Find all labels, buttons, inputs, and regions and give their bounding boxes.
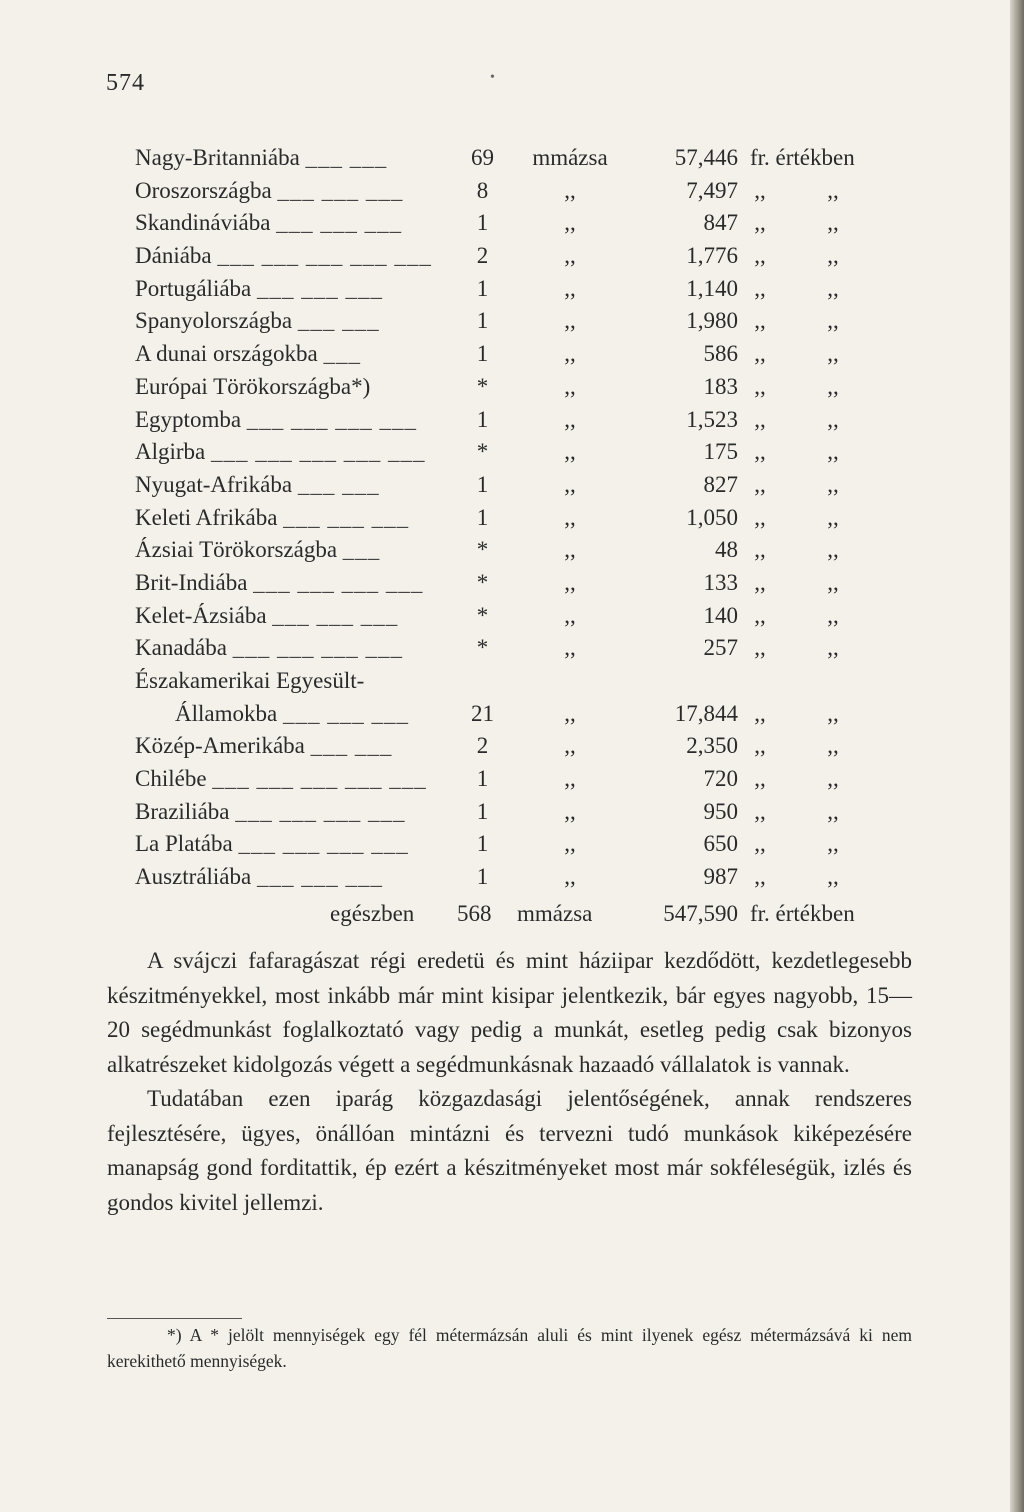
table-row	[135, 567, 895, 600]
ditto-mark: ,,	[827, 341, 839, 367]
unit-cell: ,,	[564, 504, 576, 530]
ditto-mark: ,,	[827, 700, 839, 726]
destination-cell	[135, 861, 383, 893]
quantity-cell: *	[476, 373, 489, 399]
destination-name: Északamerikai Egyesült-	[135, 668, 365, 693]
table-row	[135, 305, 895, 338]
unit-cell: ,,	[564, 700, 576, 726]
unit-cell: ,,	[564, 275, 576, 301]
ditto-mark: ,,	[827, 766, 839, 792]
quantity-cell: 21	[471, 700, 494, 726]
table-row	[135, 502, 895, 535]
unit-cell: ,,	[564, 406, 576, 432]
value-cell: 827	[703, 471, 738, 497]
ditto-mark: ,,	[827, 373, 839, 399]
quantity-cell: 1	[476, 766, 489, 792]
quantity-cell: 69	[471, 145, 494, 170]
value-cell: 1,140	[686, 275, 738, 301]
destination-name: Skandináviába	[135, 210, 271, 236]
destination-name: Egyptomba	[135, 406, 242, 432]
value-cell: 48	[715, 537, 738, 563]
quantity-cell: 1	[476, 864, 489, 890]
ditto-mark: ,,	[827, 831, 839, 857]
dot-leader: ___ ___ ___	[256, 864, 383, 890]
ditto-mark: ,,	[754, 275, 766, 301]
table-row	[135, 207, 895, 240]
table-row	[135, 861, 895, 894]
body-text	[107, 944, 912, 1220]
value-cell: 987	[703, 864, 738, 890]
destination-name: Kelet-Ázsiába	[135, 602, 267, 628]
total-value-unit: fr. értékben	[750, 900, 855, 926]
footnote-rule	[107, 1318, 242, 1319]
unit-cell: ,,	[564, 177, 576, 203]
destination-name: Oroszországba	[135, 177, 272, 203]
value-cell: 2,350	[686, 733, 738, 759]
destination-cell	[135, 175, 403, 207]
destination-cell	[135, 502, 409, 534]
dot-leader: ___ ___ ___	[283, 504, 410, 530]
table-row	[135, 175, 895, 208]
dot-leader: ___ ___ ___ ___	[232, 635, 403, 661]
destination-cell	[135, 534, 380, 566]
table-row	[135, 828, 895, 861]
value-cell: 1,776	[686, 243, 738, 269]
value-cell: 183	[703, 373, 738, 399]
ditto-mark: ,,	[754, 766, 766, 792]
destination-cell	[135, 600, 398, 632]
ditto-mark: ,,	[827, 243, 839, 269]
unit-cell: ,,	[564, 602, 576, 628]
dot-leader: ___ ___ ___	[257, 275, 383, 301]
ditto-mark: ,,	[754, 341, 766, 367]
unit-cell: ,,	[564, 210, 576, 236]
unit-cell: ,,	[564, 308, 576, 334]
ditto-mark: ,,	[754, 439, 766, 465]
quantity-cell: 2	[476, 733, 489, 759]
quantity-cell: 1	[476, 504, 489, 530]
export-table	[135, 142, 895, 932]
dot-leader: ___ ___ ___	[282, 700, 409, 726]
destination-cell	[135, 796, 406, 828]
paragraph: Tudatában ezen iparág közgazdasági jelentőségének, annak rendszeres fejlesztésére, ügyes, önállóan mintázni és tervezni tudó munkások kiképezésére manapság gond forditattik, ép ezért a készitményeket most már sokféleségük, izlés és gondos kivitel jellemzi.	[107, 1086, 912, 1215]
ditto-mark: ,,	[754, 798, 766, 824]
total-unit: mmázsa	[517, 900, 593, 926]
destination-cell	[135, 763, 427, 795]
ditto-mark: ,,	[754, 569, 766, 595]
table-row	[135, 698, 895, 731]
value-cell: 650	[703, 831, 738, 857]
ditto-mark: ,,	[827, 798, 839, 824]
dot-leader: ___ ___ ___ ___ ___	[217, 243, 432, 269]
quantity-cell: 1	[476, 308, 489, 334]
value-cell: 1,050	[686, 504, 738, 530]
quantity-cell: 1	[476, 831, 489, 857]
destination-cell	[135, 828, 409, 860]
destination-name: A dunai országokba	[135, 341, 318, 367]
ditto-mark: ,,	[827, 406, 839, 432]
destination-cell	[135, 404, 417, 436]
ditto-mark: ,,	[754, 177, 766, 203]
ditto-mark: ,,	[827, 537, 839, 563]
dot-leader: ___ ___ ___	[277, 177, 404, 203]
ditto-mark: ,,	[827, 602, 839, 628]
destination-cell	[135, 730, 392, 762]
dot-leader: ___ ___ ___	[272, 602, 399, 628]
dot-leader: ___ ___ ___ ___	[253, 569, 424, 595]
unit-cell: ,,	[564, 341, 576, 367]
quantity-cell: *	[476, 602, 489, 628]
ditto-mark: ,,	[827, 275, 839, 301]
unit-cell: ,,	[564, 537, 576, 563]
destination-cell	[135, 142, 387, 174]
table-row	[135, 632, 895, 665]
table-row	[135, 469, 895, 502]
total-value: 547,590	[663, 900, 738, 926]
page-number: 574	[106, 70, 145, 96]
unit-cell: ,,	[564, 471, 576, 497]
ditto-mark: ,,	[827, 210, 839, 236]
destination-cell	[135, 665, 364, 697]
destination-name: Kanadába	[135, 635, 227, 661]
destination-name: La Platába	[135, 831, 233, 857]
unit-cell: ,,	[564, 635, 576, 661]
total-row	[135, 896, 895, 932]
table-row	[135, 796, 895, 829]
dot-leader: ___ ___ ___ ___ ___	[211, 439, 426, 465]
quantity-cell: *	[476, 635, 489, 661]
unit-cell: ,,	[564, 373, 576, 399]
ditto-mark: ,,	[827, 733, 839, 759]
ditto-mark: ,,	[754, 504, 766, 530]
table-row	[135, 273, 895, 306]
table-row	[135, 600, 895, 633]
unit-cell: ,,	[564, 831, 576, 857]
page-mark: •	[490, 70, 495, 85]
dot-leader: ___	[323, 341, 361, 367]
unit-cell: ,,	[564, 569, 576, 595]
ditto-mark: ,,	[827, 635, 839, 661]
quantity-cell: 1	[476, 210, 489, 236]
ditto-mark: ,,	[754, 537, 766, 563]
ditto-mark: ,,	[754, 243, 766, 269]
unit-cell: ,,	[564, 766, 576, 792]
destination-name: Spanyolországba	[135, 308, 293, 334]
dot-leader: ___ ___	[310, 733, 393, 759]
value-cell: 140	[703, 602, 738, 628]
dot-leader: ___ ___	[297, 471, 380, 497]
ditto-mark: ,,	[827, 439, 839, 465]
destination-cell	[135, 338, 361, 370]
ditto-mark: ,,	[754, 635, 766, 661]
dot-leader: ___ ___ ___ ___	[238, 831, 409, 857]
unit-cell: mmázsa	[532, 145, 608, 170]
value-cell: 57,446	[674, 145, 738, 170]
ditto-mark: ,,	[827, 864, 839, 890]
table-row	[135, 436, 895, 469]
table-row	[135, 730, 895, 763]
destination-name: Nagy-Britanniába	[135, 145, 300, 170]
ditto-mark: ,,	[754, 700, 766, 726]
destination-name: Braziliába	[135, 798, 230, 824]
value-cell: 847	[703, 210, 738, 236]
ditto-mark: ,,	[827, 177, 839, 203]
total-label: egészben	[330, 900, 415, 926]
value-cell: 1,523	[686, 406, 738, 432]
ditto-mark: ,,	[827, 308, 839, 334]
destination-cell	[135, 240, 432, 272]
ditto-mark: ,,	[754, 831, 766, 857]
quantity-cell: 1	[476, 471, 489, 497]
unit-cell: ,,	[564, 243, 576, 269]
quantity-cell: 1	[476, 341, 489, 367]
value-cell: 175	[703, 439, 738, 465]
destination-name: Ázsiai Törökországba	[135, 537, 338, 563]
value-cell: 17,844	[674, 700, 738, 726]
ditto-mark: ,,	[754, 864, 766, 890]
destination-cell	[135, 469, 380, 501]
footnote	[107, 1322, 912, 1374]
destination-cell	[135, 273, 383, 305]
footnote-text: *) A * jelölt mennyiségek egy fél métermázsán aluli és mint ilyenek egész métermázsává ki nem kerekithető mennyiségek.	[107, 1325, 912, 1371]
dot-leader: ___	[342, 537, 381, 563]
value-cell: 720	[703, 766, 738, 792]
destination-name: Nyugat-Afrikába	[135, 471, 293, 497]
ditto-mark: ,,	[754, 210, 766, 236]
destination-name: Brit-Indiába	[135, 569, 248, 595]
destination-cell	[175, 698, 409, 730]
quantity-cell: 1	[476, 406, 489, 432]
total-quantity: 568	[457, 900, 492, 926]
dot-leader: ___ ___ ___ ___	[246, 406, 418, 432]
unit-cell: ,,	[564, 798, 576, 824]
destination-name: Ausztráliába	[135, 864, 252, 890]
unit-cell: ,,	[564, 733, 576, 759]
value-cell: 133	[703, 569, 738, 595]
destination-cell	[135, 567, 423, 599]
dot-leader: ___ ___	[305, 145, 388, 170]
ditto-mark: ,,	[754, 308, 766, 334]
destination-cell	[135, 436, 426, 468]
destination-name: Chilébe	[135, 766, 207, 792]
destination-name: Portugáliába	[135, 275, 252, 301]
table-row	[135, 338, 895, 371]
value-cell: 950	[703, 798, 738, 824]
quantity-cell: 8	[476, 177, 489, 203]
table-row	[135, 240, 895, 273]
table-row	[135, 404, 895, 437]
quantity-cell: *	[476, 537, 489, 563]
value-cell: 7,497	[686, 177, 738, 203]
quantity-cell: 1	[476, 275, 489, 301]
destination-name: Európai Törökországba*)	[135, 373, 371, 399]
value-cell: 1,980	[686, 308, 738, 334]
ditto-mark: ,,	[754, 733, 766, 759]
dot-leader: ___ ___ ___ ___	[235, 798, 406, 824]
ditto-mark: ,,	[827, 569, 839, 595]
dot-leader: ___ ___	[297, 308, 380, 334]
table-row	[135, 534, 895, 567]
destination-name: Algirba	[135, 439, 206, 465]
ditto-mark: ,,	[754, 373, 766, 399]
quantity-cell: *	[476, 569, 489, 595]
destination-cell	[135, 305, 380, 337]
quantity-cell: 2	[476, 243, 489, 269]
quantity-cell: *	[476, 439, 489, 465]
ditto-mark: ,,	[754, 471, 766, 497]
ditto-mark: ,,	[827, 471, 839, 497]
ditto-mark: ,,	[754, 602, 766, 628]
destination-name: Közép-Amerikába	[135, 733, 305, 759]
page-edge	[1010, 0, 1024, 1512]
value-cell: 257	[703, 635, 738, 661]
table-row	[135, 142, 895, 175]
unit-cell: ,,	[564, 864, 576, 890]
dot-leader: ___ ___ ___	[276, 210, 403, 236]
paragraph: A svájczi fafaragászat régi eredetü és mint háziipar kezdődött, kezdetlegesebb készitményekkel, most inkább már mint kisipar jelentkezik, bár egyes nagyobb, 15—20 segédmunkást foglalkoztató vagy pedig a munkát, esetleg pedig csak bizonyos alkatrészeket kidolgozás végett a segédmunkásnak hazaadó vállalatok is vannak.	[107, 948, 912, 1077]
destination-cell	[135, 207, 402, 239]
destination-name: Keleti Afrikába	[135, 504, 278, 530]
quantity-cell: 1	[476, 798, 489, 824]
ditto-mark: ,,	[827, 504, 839, 530]
table-row	[135, 371, 895, 404]
table-row	[135, 665, 895, 698]
value-unit-cell: fr. értékben	[750, 145, 855, 170]
dot-leader: ___ ___ ___ ___ ___	[212, 766, 427, 792]
destination-cell	[135, 371, 370, 403]
table-row	[135, 763, 895, 796]
destination-name: Államokba	[175, 700, 278, 726]
ditto-mark: ,,	[754, 406, 766, 432]
value-cell: 586	[703, 341, 738, 367]
destination-cell	[135, 632, 403, 664]
destination-name: Dániába	[135, 243, 212, 269]
unit-cell: ,,	[564, 439, 576, 465]
